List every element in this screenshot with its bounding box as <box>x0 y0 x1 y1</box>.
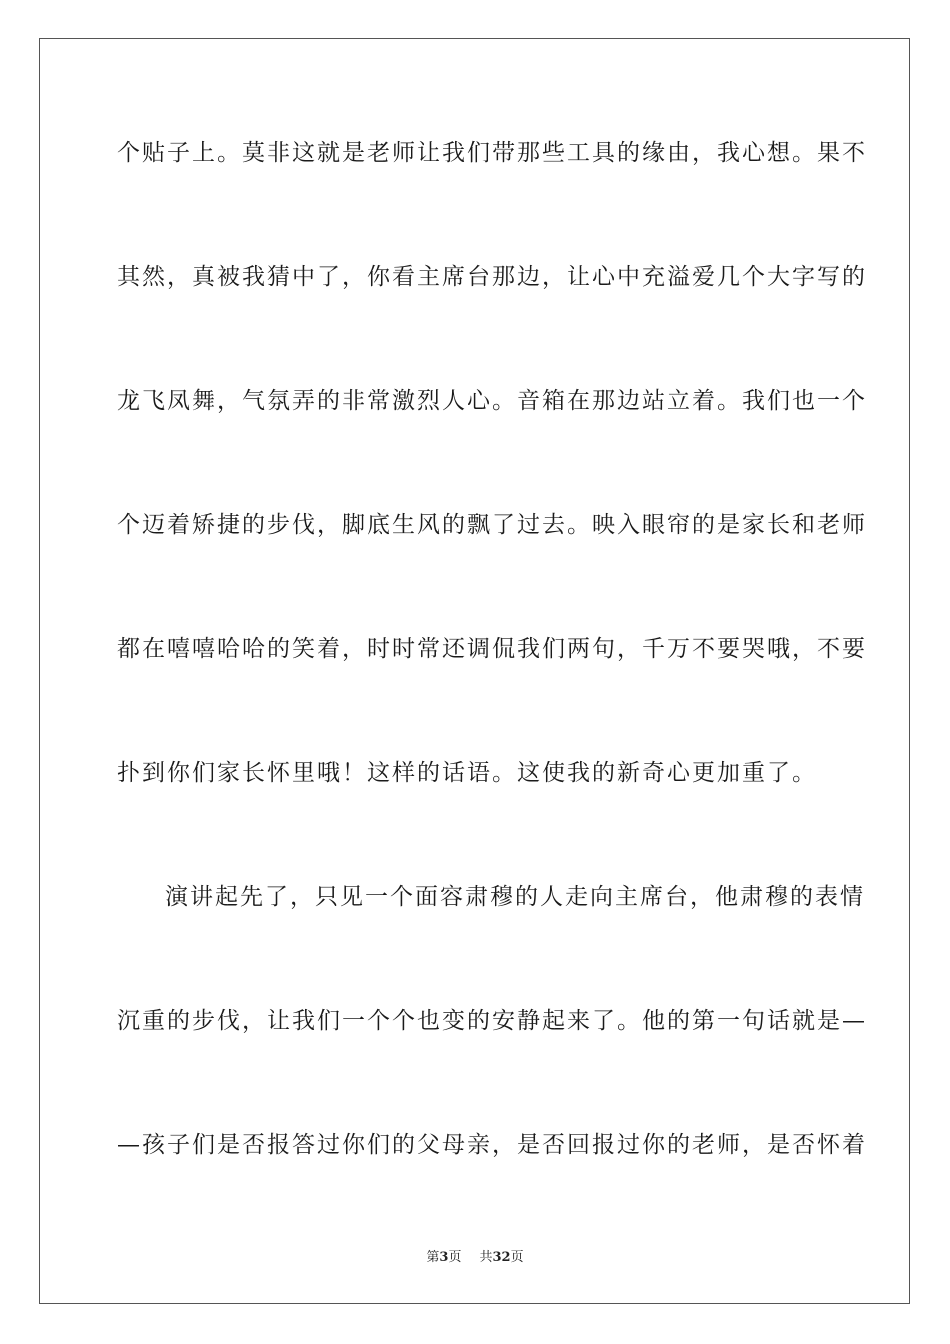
page-prefix: 第 <box>426 1250 440 1265</box>
body-text-line-4: 个迈着矫捷的步伐，脚底生风的飘了过去。映入眼帘的是家长和老师 <box>117 512 867 538</box>
page-suffix: 页 <box>448 1250 462 1265</box>
page-footer <box>0 1246 950 1265</box>
body-text-line-7: 演讲起先了，只见一个面容肃穆的人走向主席台，他肃穆的表情 <box>165 884 865 910</box>
body-text-line-6: 扑到你们家长怀里哦！这样的话语。这使我的新奇心更加重了。 <box>117 760 817 786</box>
page-border <box>39 38 910 1304</box>
body-text-line-9: —孩子们是否报答过你们的父母亲，是否回报过你的老师，是否怀着 <box>117 1132 867 1158</box>
total-suffix: 页 <box>510 1250 524 1265</box>
body-text-line-2: 其然，真被我猜中了，你看主席台那边，让心中充溢爱几个大字写的 <box>117 264 867 290</box>
body-text-line-5: 都在嘻嘻哈哈的笑着，时时常还调侃我们两句，千万不要哭哦，不要 <box>117 636 867 662</box>
total-prefix: 共 <box>479 1250 493 1265</box>
total-pages: 32 <box>492 1250 511 1265</box>
body-text-line-3: 龙飞凤舞，气氛弄的非常激烈人心。音箱在那边站立着。我们也一个 <box>117 388 867 414</box>
page-number: 3 <box>439 1250 449 1265</box>
body-text-line-8: 沉重的步伐，让我们一个个也变的安静起来了。他的第一句话就是— <box>117 1008 867 1034</box>
body-text-line-1: 个贴子上。莫非这就是老师让我们带那些工具的缘由，我心想。果不 <box>117 140 867 166</box>
